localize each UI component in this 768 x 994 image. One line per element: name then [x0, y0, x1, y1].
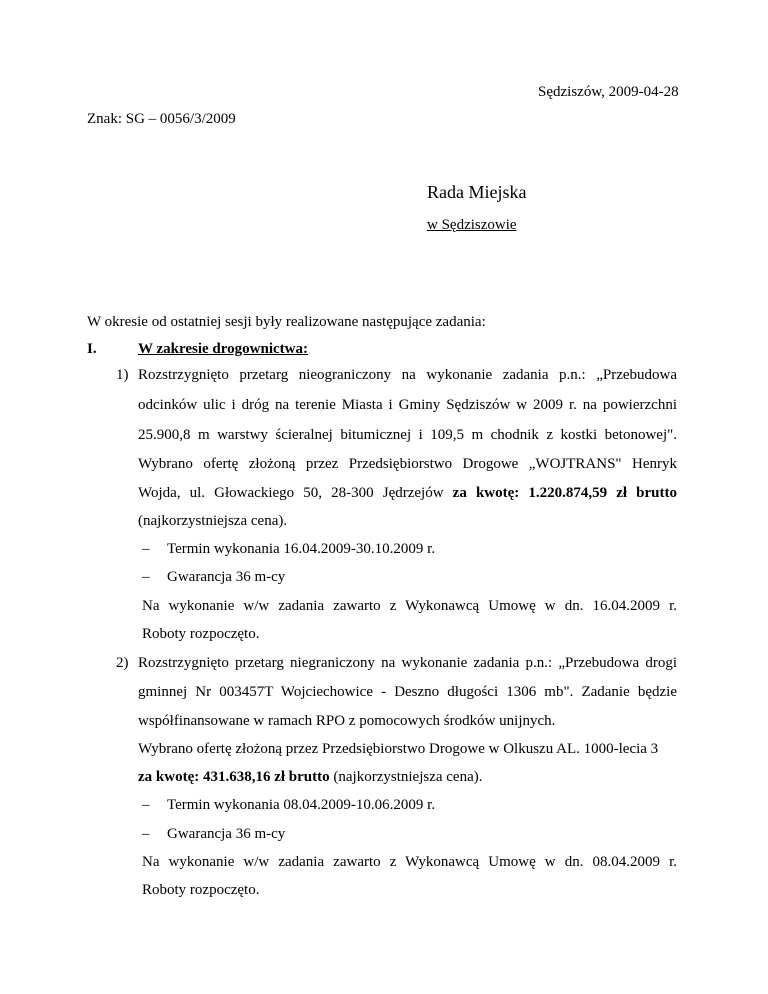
item2-line1: Rozstrzygnięto przetarg niegraniczony na wykonanie zadania p.n.: „Przebudowa drogi [138, 655, 677, 671]
item2-line3: współfinansowane w ramach RPO z pomocowych środków unijnych. [138, 713, 556, 729]
item1-line3: 25.900,8 m warstwy ścieralnej bitumicznej i 109,5 m chodnik z kostki betonowej". [138, 427, 677, 443]
item1-line6: (najkorzystniejsza cena). [138, 513, 288, 529]
item2-contract: Na wykonanie w/w zadania zawarto z Wykonawcą Umowę w dn. 08.04.2009 r. [142, 854, 677, 870]
item2-amount: za kwotę: 431.638,16 zł brutto [138, 769, 330, 785]
dash-marker: – [142, 797, 150, 813]
item1-warranty-bullet [142, 568, 542, 588]
item1-line5-text: Wojda, ul. Głowackiego 50, 28-300 Jędrzejów [138, 485, 444, 501]
section-numeral: I. [87, 341, 97, 357]
item2-line2: gminnej Nr 003457T Wojciechowice - Deszno długości 1306 mb". Zadanie będzie [138, 684, 677, 700]
dash-marker: – [142, 569, 150, 585]
addressee-line1: Rada Miejska [427, 182, 527, 202]
item1-started: Roboty rozpoczęto. [142, 626, 260, 642]
item1-warranty: Gwarancja 36 m-cy [167, 569, 286, 585]
item2-warranty: Gwarancja 36 m-cy [167, 826, 286, 842]
item2-line5 [138, 768, 482, 786]
item2-number: 2) [116, 655, 129, 671]
intro-text: W okresie od ostatniej sesji były realizowane następujące zadania: [87, 314, 486, 330]
item2-line4: Wybrano ofertę złożoną przez Przedsiębiorstwo Drogowe w Olkuszu AL. 1000-lecia 3 [138, 741, 659, 757]
dash-marker: – [142, 541, 150, 557]
item2-line5-text: (najkorzystniejsza cena). [329, 769, 483, 785]
reference-number: Znak: SG – 0056/3/2009 [87, 111, 236, 127]
item2-warranty-bullet [142, 825, 542, 845]
item1-amount: za kwotę: 1.220.874,59 zł brutto [452, 485, 678, 501]
dash-marker: – [142, 826, 150, 842]
item1-line5 [138, 484, 677, 502]
item1-term: Termin wykonania 16.04.2009-30.10.2009 r. [167, 541, 436, 557]
place-date: Sędziszów, 2009-04-28 [538, 84, 679, 100]
item1-line1: Rozstrzygnięto przetarg nieograniczony na wykonanie zadania p.n.: „Przebudowa [138, 367, 677, 383]
item2-term-bullet [142, 796, 542, 816]
item1-line2: odcinków ulic i dróg na terenie Miasta i Gminy Sędziszów w 2009 r. na powierzchni [138, 397, 677, 413]
item1-contract: Na wykonanie w/w zadania zawarto z Wykonawcą Umowę w dn. 16.04.2009 r. [142, 598, 677, 614]
addressee-line2: w Sędziszowie [427, 217, 517, 233]
section-title: W zakresie drogownictwa: [138, 341, 308, 357]
item2-term: Termin wykonania 08.04.2009-10.06.2009 r. [167, 797, 436, 813]
item1-term-bullet [142, 540, 542, 560]
item1-line4: Wybrano ofertę złożoną przez Przedsiębiorstwo Drogowe „WOJTRANS" Henryk [138, 456, 677, 472]
item1-number: 1) [116, 367, 129, 383]
item2-started: Roboty rozpoczęto. [142, 882, 260, 898]
